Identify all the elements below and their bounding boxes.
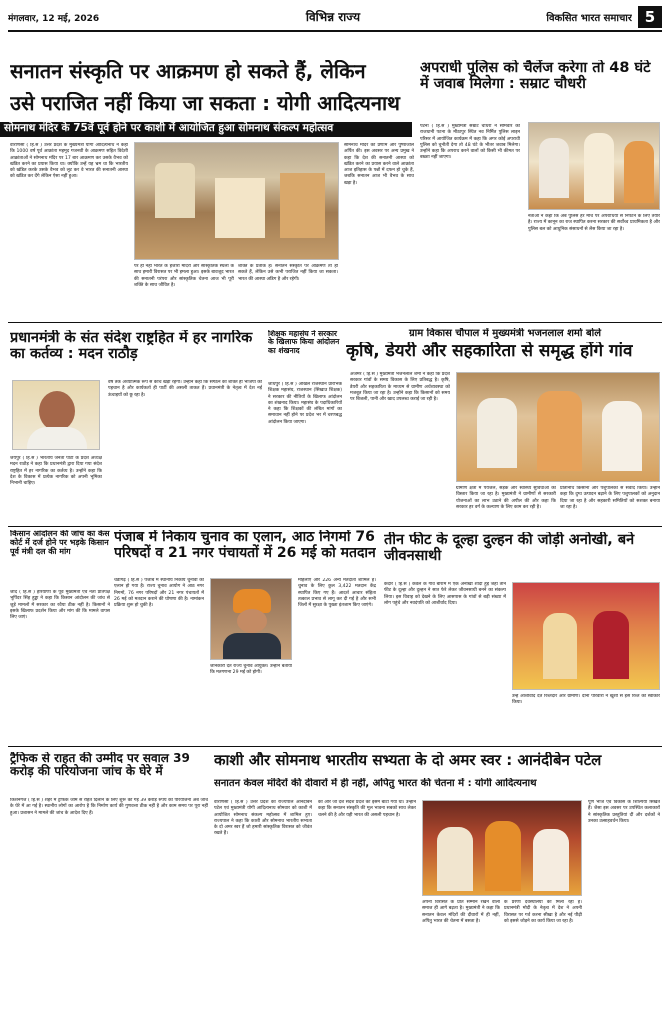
masthead-section: विभिन्न राज्य xyxy=(305,10,361,24)
masthead-paper: विकसित भारत समाचार xyxy=(546,13,632,24)
kisan-headline: किसान आंदोलन की जांच का केस कोर्ट में दर्ज होने पर भड़के किसान पूर्व मंत्री दल की मांग xyxy=(10,530,110,556)
lead-subhead: सोमनाथ मंदिर के 75वें पूर्व होने पर काशी में आयोजित हुआ सोमनाथ संकल्प महोत्सव xyxy=(0,122,412,137)
pradhan-photo xyxy=(12,380,100,450)
gram-headline-1: ग्राम विकास चौपाल में मुख्यमंत्री भजनलाल शर्मा बोले xyxy=(408,328,602,339)
punjab-photo xyxy=(210,578,292,660)
page-number: 5 xyxy=(638,6,662,28)
gram-headline-2: कृषि, डेयरी और सहकारिता से समृद्ध होंगे गांव xyxy=(346,342,633,361)
kashi-body-col1: वाराणसी ( हि.स ) उत्तर प्रदेश की राज्यपाल आनंदीबेन पटेल एवं मुख्यमंत्री योगी आदित्यनाथ सोमवार को काशी में आयोजित सोमनाथ संकल्प महोत्सव में शामिल हुए। राज्यपाल ने कहा कि काशी और सोमनाथ भारतीय सभ्यता के दो अमर स्वर हैं जो हमारी सांस्कृतिक विरासत को जीवंत रखते हैं। xyxy=(214,800,312,837)
masthead-divider xyxy=(8,30,662,32)
lead-photo-caption: पर ही नहीं भारत के हजारों मंदिरों और सांस्कृतिक स्थलों के साथ हमारी विरासत पर भी हमला हुआ। इसके बावजूद भारत की सनातनी परंपरा और सांस्कृतिक चेतना आज भी पूरी शक्ति के साथ जीवित है। xyxy=(134,264,234,288)
wedding-body: केदार ( हि.स ) केवल के गांव बोराम में एक अनोखी शादी हुई जहां तीन फीट के दूल्हा और दुल्हन ने सात फेरे लेकर जीवनसाथी बनने का संकल्प लिया। इस विवाह को देखने के लिए आसपास के गांवों से बड़ी संख्या में लोग पहुंचे और नवदंपति को आशीर्वाद दिया। xyxy=(384,582,506,606)
police-photo xyxy=(528,122,660,210)
pradhan-headline: प्रधानमंत्री के संत संदेश राष्ट्रहित में हर नागरिक का कर्तव्य : मदन राठौड़ xyxy=(10,330,253,363)
punjab-headline: पंजाब में निकाय चुनाव का एलान, आठ निगमों 76 परिषदों व 21 नगर पंचायतों में 26 मई को मतदान xyxy=(114,530,376,561)
section-divider-3 xyxy=(8,746,662,747)
kashi-body-col2: की ओर जो देश संदेश प्रदेश को इसमें बांटा गया था। उन्होंने कहा कि सनातन संस्कृति की मूल भावना सबको साथ लेकर चलने की है और यही भारत की असली पहचान है। xyxy=(318,800,416,818)
lead-body-col1: वाराणसी ( हि.स ) उत्तर प्रदेश के मुख्यमंत्री योगी आदित्यनाथ ने कहा कि 1000 वर्ष पूर्व आक्रांता महमूद गजनवी के आक्रमण सहित विदेशी आक्रांताओं ने सोमनाथ मंदिर पर 17 बार आक्रमण कर उसके वैभव को खंडित करने का प्रयास किया था। क्योंकि उन्हें यह भ्रम था कि भारतीय को खंडित करके उसके वैभव को लूट कर वे भारत की सनातनी आस्था को खंडित कर देंगे लेकिन ऐसा नहीं हुआ। xyxy=(10,143,128,180)
kashi-photo xyxy=(422,800,582,896)
kashi-subhead: सनातन केवल मंदिरों की दीवारों में ही नहीं, अपितु भारत की चेतना में : योगी आदित्यनाथ xyxy=(214,778,537,789)
lead-body-col4: शक्ति के प्रतीक हैं। सनातन संस्कृति पर आक्रमण तो हो सकते हैं, लेकिन उसे कभी पराजित नहीं किया जा सकता। भारत की आस्था अडिग है और रहेगी। xyxy=(238,264,338,282)
kashi-body-col4: के प्रेरणा देवस्थलियों को मिला रहा है। प्रधानमंत्री मोदी के नेतृत्व में देश ने अपनी विरासत पर गर्व करना सीखा है और नई पीढ़ी को इससे जोड़ने का कार्य किया जा रहा है। xyxy=(504,900,582,924)
pradhan-body-col2: वर्ष तक अध्यात्मिक रूप से कोच खड़ी रहेगी। उन्होंने कहा कि संगठन की शक्ति ही भाजपा की पहचान है और कार्यकर्ता ही पार्टी की असली ताकत हैं। प्रधानमंत्री के नेतृत्व में देश नई ऊंचाइयों को छू रहा है। xyxy=(108,380,262,398)
gram-photo xyxy=(456,372,660,482)
punjab-body-col2: महिलाएं और 226 अन्य मतदाता शामिल हैं। चुनाव के लिए कुल 3,422 मतदान केंद्र स्थापित किए गए हैं। आदर्श आचार संहिता तत्काल प्रभाव से लागू कर दी गई है और सभी जिलों में सुरक्षा के पुख्ता इंतजाम किए जाएंगे। xyxy=(298,578,376,609)
masthead-date: मंगलवार, 12 मई, 2026 xyxy=(8,14,100,23)
section-divider-1 xyxy=(8,322,662,323)
gram-body-col3: प्रतिनिधि किसानों और पशुपालकों से संवाद किया। उन्होंने कहा कि दुग्ध उत्पादन बढ़ाने के लिए पशुपालकों को अनुदान दिया जा रहा है और सहकारी समितियों को सशक्त बनाया जा रहा है। xyxy=(560,486,660,510)
wedding-headline: तीन फीट के दूल्हा दुल्हन की जोड़ी अनोखी, बने जीवनसाथी xyxy=(384,532,635,565)
police-body-col2: नेताओं ने कहा कि अब पुलिस हर मोर्चे पर अपराधियों से निपटने के लिए तैयार है। राज्य में कानून का राज स्थापित करना सरकार की सर्वोच्च प्राथमिकता है और पुलिस बल को आधुनिक संसाधनों से लैस किया जा रहा है। xyxy=(528,214,660,232)
punjab-body-col1: चंडीगढ़ ( हि.स ) पंजाब में स्थानीय निकाय चुनावों का एलान हो गया है। राज्य चुनाव आयोग ने आठ नगर निगमों, 76 नगर परिषदों और 21 नगर पंचायतों में 26 मई को मतदान कराने की घोषणा की है। नामांकन प्रक्रिया शुरू हो चुकी है। xyxy=(114,578,204,609)
lead-photo-temple xyxy=(134,142,339,260)
punjab-photo-caption: जानकारी देते राज्य चुनाव आयुक्त। उन्होंने बताया कि मतगणना 29 मई को होगी। xyxy=(210,664,292,676)
shikshak-body: जोधपुर ( हि.स ) अखिल राजस्थान प्रारंभिक शिक्षक महासंघ, राजस्थान (सिखाउ शिक्षक) ने सरकार की नीतियों के खिलाफ आंदोलन का शंखनाद किया। महासंघ के पदाधिकारियों ने कहा कि शिक्षकों की लंबित मांगों का समाधान नहीं होने पर प्रदेश भर में चरणबद्ध आंदोलन किया जाएगा। xyxy=(268,382,342,425)
gram-body-col1: अजमेर ( हि.स ) मुख्यमंत्री भजनलाल शर्मा ने कहा कि प्रदेश सरकार गांवों के समग्र विकास के लिए प्रतिबद्ध है। कृषि, डेयरी और सहकारिता के माध्यम से ग्रामीण अर्थव्यवस्था को मजबूत किया जा रहा है। उन्होंने कहा कि किसानों को समय पर बिजली, पानी और खाद उपलब्ध कराई जा रही है। xyxy=(350,372,450,403)
kashi-body-col5: पूर्ण भोज एवं विकास के शिल्पियों सिखते हैं। जैसा इस अवसर पर उपस्थित कलाकारों ने सांस्कृतिक प्रस्तुतियां दीं और दर्शकों ने उनका उत्साहवर्धन किया। xyxy=(588,800,660,824)
police-headline: अपराधी पुलिस को चैलेंज करेगा तो 48 घंटे में जवाब मिलेगा : सम्राट चौधरी xyxy=(420,60,651,93)
traffic-body: किशनगंज ( हि.स ) शहर में ट्रैफिक जाम से राहत दिलाने के लिए शुरू की गई 39 करोड़ रुपये की परियोजना अब जांच के घेरे में आ गई है। स्थानीय लोगों का आरोप है कि निर्माण कार्य की गुणवत्ता ठीक नहीं है और काम समय पर पूरा नहीं हुआ। प्रशासन ने मामले की जांच के आदेश दिए हैं। xyxy=(10,798,208,816)
lead-headline-1: सनातन संस्कृति पर आक्रमण हो सकते हैं, लेकिन xyxy=(10,60,366,83)
kashi-headline: काशी और सोमनाथ भारतीय सभ्यता के दो अमर स्वर : आनंदीबेन पटेल xyxy=(214,752,602,769)
wedding-photo xyxy=(512,582,660,690)
lead-body-col2: सोमनाथ मंदिर को प्रणाम और पुष्पांजलि अर्पित की। इस अवसर पर अन्य प्रमुख ने कहा कि देश की सनातनी आस्था को खंडित करने का प्रयास करने वाले आक्रांता आज इतिहास के पन्नों में दफन हो चुके हैं, जबकि सनातन आज भी वैभव के साथ खड़ा है। xyxy=(344,143,414,186)
wedding-photo-caption: उन्हें आशीर्वाद देते रिश्तेदार और ग्रामीण। दोनों परिवारों ने खुशी से इस रिश्ते को स्वीकार किया। xyxy=(512,694,660,706)
masthead xyxy=(8,6,662,28)
pradhan-body-col1: जयपुर ( हि.स ) भारतीय जनता पार्टी के प्रदेश अध्यक्ष मदन राठौड़ ने कहा कि प्रधानमंत्री द्वारा दिया गया संदेश राष्ट्रहित में हर नागरिक का कर्तव्य है। उन्होंने कहा कि देश के विकास में प्रत्येक नागरिक को अपनी भूमिका निभानी चाहिए। xyxy=(10,456,102,487)
gram-body-col2: ग्रामीण क्षेत्रों में पेयजल, सड़क और स्वास्थ्य सुविधाओं का विस्तार किया जा रहा है। मुख्यमंत्री ने ग्रामीणों से सरकारी योजनाओं का लाभ उठाने की अपील की और कहा कि सरकार हर वर्ग के कल्याण के लिए काम कर रही है। xyxy=(456,486,556,510)
lead-headline-2: उसे पराजित नहीं किया जा सकता : योगी आदित्यनाथ xyxy=(10,92,400,115)
police-body-col1: पटना ( हि.स ) मुख्यमंत्री सम्राट चौधरी ने सोमवार को राजधानी पटना के मीठापुर स्थित नव निर्मित पुलिस लाइन परिसर में आयोजित कार्यक्रम में कहा कि अगर कोई अपराधी पुलिस को चुनौती देगा तो 48 घंटे के भीतर जवाब मिलेगा। उन्होंने कहा कि अपराध करने वालों को किसी भी कीमत पर बख्शा नहीं जाएगा। xyxy=(420,124,520,161)
shikshak-headline: शिक्षक महासंघ ने सरकार के खिलाफ किया आंदोलन का शंखनाद xyxy=(268,330,340,355)
kashi-body-col3: अपनी विरासत के प्रति सम्मान रखने वाला समाज ही आगे बढ़ता है। मुख्यमंत्री ने कहा कि सनातन केवल मंदिरों की दीवारों में ही नहीं, अपितु भारत की चेतना में बसता है। xyxy=(422,900,500,924)
kisan-body: जींद ( हि.स ) हरियाणा के पूर्व मुख्यमंत्री एवं नेता प्रतिपक्ष भूपिंदर सिंह हुड्डा ने कहा कि किसान आंदोलन की जांच से जुड़े मामलों में सरकार का रवैया ठीक नहीं है। किसानों ने इसके खिलाफ प्रदर्शन किया और मांग की कि मामले वापस लिए जाएं। xyxy=(10,590,110,621)
section-divider-2 xyxy=(8,526,662,527)
traffic-headline: ट्रैफिक से राहत की उम्मीद पर सवाल 39 करोड़ की परियोजना जांच के घेरे में xyxy=(10,752,190,779)
